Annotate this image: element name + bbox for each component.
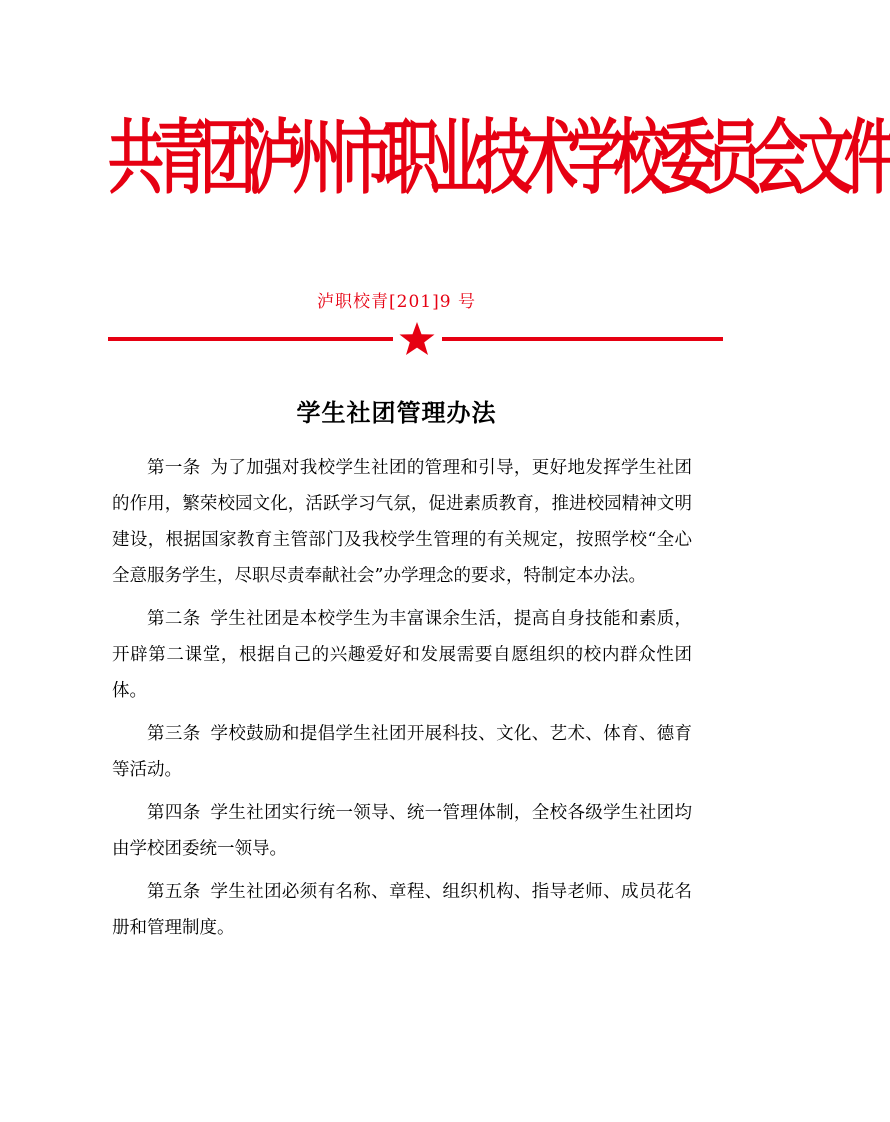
star-icon	[398, 321, 436, 357]
article-text: 学生社团实行统一领导、统一管理体制，全校各级学生社团均由学校团委统一领导。	[112, 803, 693, 859]
header-divider-left	[108, 337, 393, 341]
article-paragraph	[112, 450, 692, 594]
article-text: 学校鼓励和提倡学生社团开展科技、文化、艺术、体育、德育等活动。	[112, 724, 693, 780]
article-label: 第一条	[147, 458, 201, 478]
document-number: 泸职校青[201]9 号	[317, 292, 476, 312]
article-paragraph	[112, 601, 692, 709]
article-text: 为了加强对我校学生社团的管理和引导，更好地发挥学生社团的作用，繁荣校园文化，活跃学习气氛，促进素质教育，推进校园精神文明建设，根据国家教育主管部门及我校学生管理的有关规定，按照学校“全心全意服务学生，尽职尽责奉献社会”办学理念的要求，特制定本办法。	[112, 458, 693, 586]
article-label: 第二条	[147, 609, 201, 629]
document-title: 学生社团管理办法	[296, 399, 497, 427]
article-paragraph	[112, 716, 692, 788]
article-label: 第四条	[147, 803, 201, 823]
article-text: 学生社团必须有名称、章程、组织机构、指导老师、成员花名册和管理制度。	[112, 882, 693, 938]
header-divider-right	[442, 337, 723, 341]
document-header-title: 共青团泸州市职业技术学校委员会文件	[108, 112, 890, 207]
document-body	[112, 450, 692, 953]
article-label: 第五条	[147, 882, 201, 902]
article-label: 第三条	[147, 724, 201, 744]
article-text: 学生社团是本校学生为丰富课余生活，提高自身技能和素质，开辟第二课堂，根据自己的兴趣爱好和发展需要自愿组织的校内群众性团体。	[112, 609, 693, 701]
article-paragraph	[112, 795, 692, 867]
article-paragraph	[112, 874, 692, 946]
